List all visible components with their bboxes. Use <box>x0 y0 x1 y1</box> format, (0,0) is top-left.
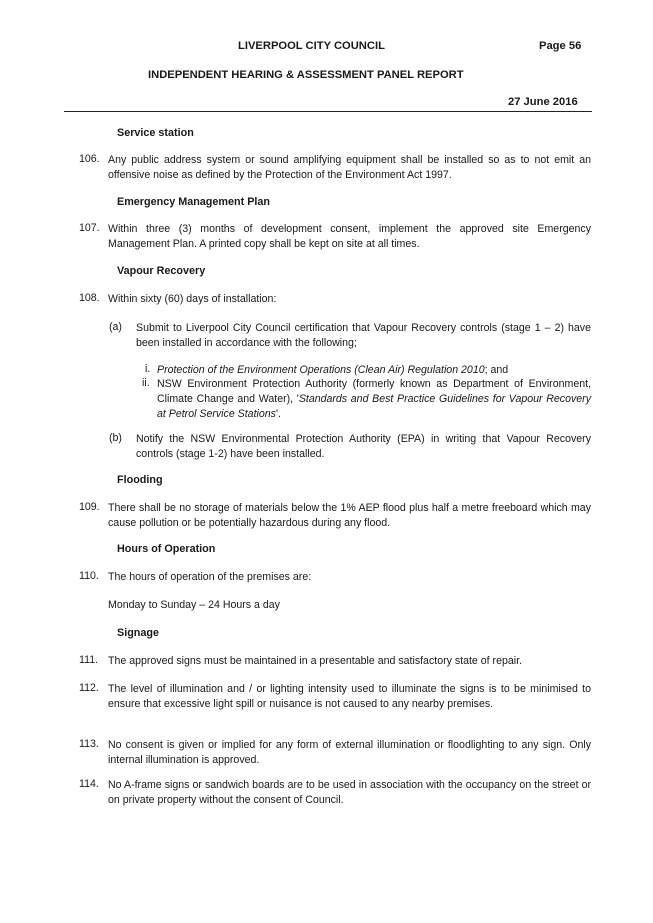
item-108a-ii-tail: '. <box>275 408 281 420</box>
heading-emergency-management-plan: Emergency Management Plan <box>117 196 271 208</box>
heading-flooding: Flooding <box>117 474 163 486</box>
item-110-text: The hours of operation of the premises are: <box>108 571 312 583</box>
header-date: 27 June 2016 <box>508 96 578 108</box>
item-108b-label: (b) <box>109 432 122 444</box>
item-107-text: Within three (3) months of development consent, implement the approved site Emergency Management Plan. A printed copy shall be kept on site at all times. <box>108 223 591 250</box>
item-114-text: No A-frame signs or sandwich boards are to be used in association with the occupancy on the street or on private property without the consent of Council. <box>108 779 591 806</box>
item-112-number: 112. <box>79 682 99 694</box>
item-108a-label: (a) <box>109 321 122 333</box>
item-109-number: 109. <box>79 501 100 513</box>
item-106-number: 106. <box>79 153 100 165</box>
item-114-number: 114. <box>79 778 99 790</box>
item-108b-text: Notify the NSW Environmental Protection Authority (EPA) in writing that Vapour Recovery controls (stage 1-2) have been installed. <box>136 433 591 460</box>
item-113-number: 113. <box>79 738 99 750</box>
heading-vapour-recovery: Vapour Recovery <box>117 265 206 277</box>
item-108-number: 108. <box>79 292 100 304</box>
item-113-text: No consent is given or implied for any form of external illumination or floodlighting to any sign. Only internal illumination is approved. <box>108 739 591 766</box>
item-108a-i-text <box>157 363 591 378</box>
item-110-number: 110. <box>79 570 99 582</box>
header-page-number: Page 56 <box>539 40 582 52</box>
item-108-text: Within sixty (60) days of installation: <box>108 293 277 305</box>
header-org: LIVERPOOL CITY COUNCIL <box>238 40 385 52</box>
heading-hours-of-operation: Hours of Operation <box>117 543 216 555</box>
clean-air-regulation-title: Protection of the Environment Operations (Clean Air) Regulation 2010 <box>157 364 485 376</box>
item-108a-i-label: i. <box>145 363 151 375</box>
hours-value: Monday to Sunday – 24 Hours a day <box>108 599 280 611</box>
item-108a-ii-text <box>157 377 591 422</box>
item-106-text: Any public address system or sound amplifying equipment shall be installed so as to not emit an offensive noise as defined by the Protection of the Environment Act 1997. <box>108 154 591 181</box>
item-108a-ii-label: ii. <box>142 377 150 389</box>
item-111-number: 111. <box>79 654 99 666</box>
item-108a-i-tail: ; and <box>484 364 509 376</box>
item-107-number: 107. <box>79 222 100 234</box>
item-112-text: The level of illumination and / or lighting intensity used to illuminate the signs is to be minimised to ensure that excessive light spill or nuisance is not caused to any nearby premises. <box>108 683 591 710</box>
vapour-guidelines-title: Standards and Best Practice Guidelines for Vapour Recovery at Petrol Service Stations <box>157 393 591 420</box>
item-109-text: There shall be no storage of materials below the 1% AEP flood plus half a metre freeboard which may cause pollution or be potentially hazardous during any flood. <box>108 502 591 529</box>
header-report-title: INDEPENDENT HEARING & ASSESSMENT PANEL REPORT <box>148 69 464 81</box>
header-divider <box>64 111 592 112</box>
item-108a-text: Submit to Liverpool City Council certification that Vapour Recovery controls (stage 1 – 2) have been installed in accordance with the following; <box>136 322 591 349</box>
item-111-text: The approved signs must be maintained in a presentable and satisfactory state of repair. <box>108 655 522 667</box>
heading-signage: Signage <box>117 627 159 639</box>
epa-authority-text: NSW Environment Protection Authority (formerly known as Department of Environment, Climate Change and Water), ' <box>157 378 591 405</box>
heading-service-station: Service station <box>117 127 194 139</box>
